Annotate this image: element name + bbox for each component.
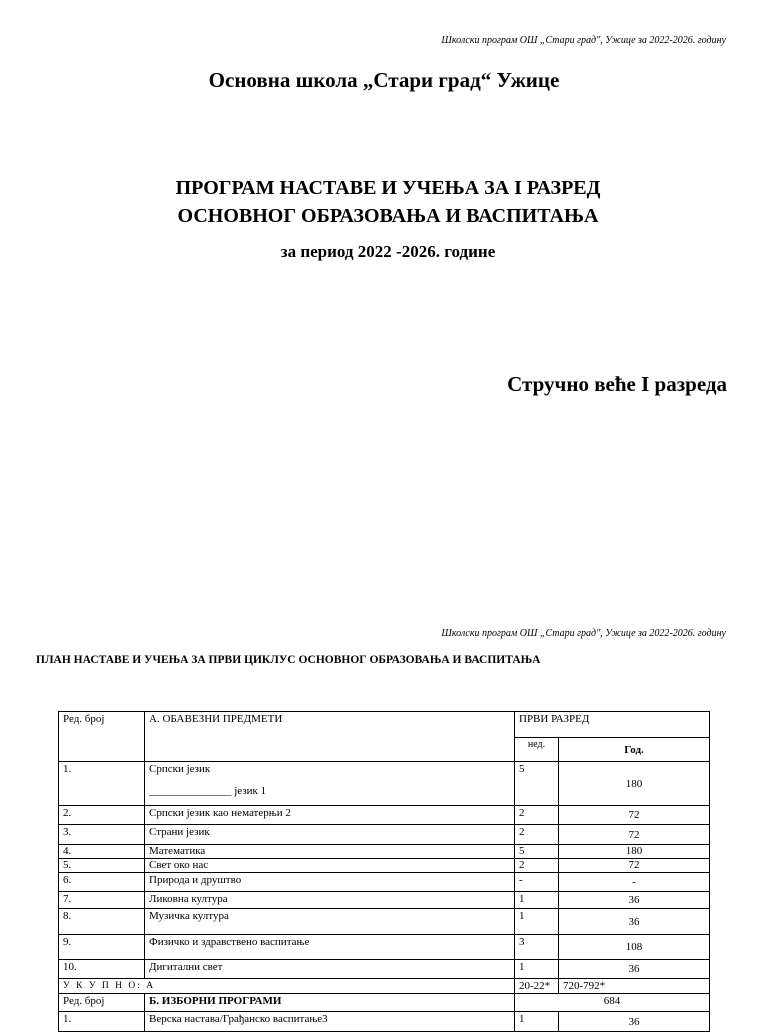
program-title-line1: ПРОГРАМ НАСТАВЕ И УЧЕЊА ЗА I РАЗРЕД — [175, 177, 601, 199]
row-no: 3. — [59, 825, 145, 845]
row-weekly: 1 — [515, 1012, 559, 1032]
row-no: 6. — [59, 873, 145, 892]
table-row — [59, 935, 710, 960]
curriculum-table — [58, 711, 710, 1032]
row-yearly: - — [559, 873, 710, 892]
row-no: 10. — [59, 960, 145, 979]
subject-label: Српски језик — [149, 763, 211, 775]
table-row — [59, 960, 710, 979]
row-no: 2. — [59, 806, 145, 825]
table-row — [59, 892, 710, 909]
subject-label-2: _______________ језик 1 — [149, 785, 267, 797]
table-row — [59, 762, 710, 806]
table-row — [59, 909, 710, 935]
section-b-yearly: 684 — [515, 994, 710, 1012]
running-header-2: Школски програм ОШ „Стари град", Ужице за 2022-2026. годину — [441, 628, 726, 639]
table-row — [59, 825, 710, 845]
row-subject: Ликовна култура — [145, 892, 515, 909]
row-weekly: 1 — [515, 909, 559, 935]
section-b-title: Б. ИЗБОРНИ ПРОГРАМИ — [145, 994, 515, 1012]
table-row — [59, 873, 710, 892]
row-weekly: 5 — [515, 762, 559, 806]
row-yearly: 36 — [559, 909, 710, 935]
total-weekly: 20-22* — [515, 979, 559, 994]
row-weekly: 2 — [515, 825, 559, 845]
row-weekly: - — [515, 873, 559, 892]
running-header: Школски програм ОШ „Стари град", Ужице за 2022-2026. годину — [441, 35, 726, 46]
program-period: за период 2022 -2026. године — [280, 242, 496, 261]
table-header-row — [59, 712, 710, 738]
row-no: 7. — [59, 892, 145, 909]
total-row — [59, 979, 710, 994]
row-yearly: 36 — [559, 1012, 710, 1032]
row-no: 4. — [59, 845, 145, 859]
expert-council: Стручно веће I разреда — [507, 372, 727, 396]
col-header-subjects: А. ОБАВЕЗНИ ПРЕДМЕТИ — [145, 712, 515, 762]
row-no: 1. — [59, 762, 145, 806]
row-weekly: 1 — [515, 892, 559, 909]
row-yearly: 180 — [559, 762, 710, 806]
row-no: 9. — [59, 935, 145, 960]
col-header-weekly: нед. — [515, 738, 559, 762]
row-no: 5. — [59, 859, 145, 873]
row-subject: Свет око нас — [145, 859, 515, 873]
row-subject: Српски језик као нематерњи 2 — [145, 806, 515, 825]
row-yearly: 36 — [559, 892, 710, 909]
table-row — [59, 806, 710, 825]
row-weekly: 5 — [515, 845, 559, 859]
table-row — [59, 845, 710, 859]
school-name: Основна школа „Стари град“ Ужице — [208, 68, 560, 92]
program-title-line2: ОСНОВНОГ ОБРАЗОВАЊА И ВАСПИТАЊА — [177, 205, 599, 227]
section-b-no: Ред. број — [59, 994, 145, 1012]
row-yearly: 180 — [559, 845, 710, 859]
total-label: У К У П Н О: А — [59, 979, 515, 994]
col-header-yearly: Год. — [559, 738, 710, 762]
row-weekly: 2 — [515, 859, 559, 873]
row-weekly: 3 — [515, 935, 559, 960]
row-yearly: 72 — [559, 859, 710, 873]
row-subject: Природа и друштво — [145, 873, 515, 892]
row-no: 8. — [59, 909, 145, 935]
row-subject: Верска настава/Грађанско васпитање3 — [145, 1012, 515, 1032]
col-header-grade: ПРВИ РАЗРЕД — [515, 712, 710, 738]
row-yearly: 36 — [559, 960, 710, 979]
row-subject: Физичко и здравствено васпитање — [145, 935, 515, 960]
table-row — [59, 859, 710, 873]
row-subject: Дигитални свет — [145, 960, 515, 979]
row-subject: Математика — [145, 845, 515, 859]
row-yearly: 108 — [559, 935, 710, 960]
row-weekly: 1 — [515, 960, 559, 979]
row-subject — [145, 762, 515, 806]
row-yearly: 72 — [559, 806, 710, 825]
total-yearly: 720-792* — [559, 979, 710, 994]
col-header-no: Ред. број — [59, 712, 145, 762]
section-b-row — [59, 994, 710, 1012]
plan-title: ПЛАН НАСТАВЕ И УЧЕЊА ЗА ПРВИ ЦИКЛУС ОСНОВНОГ ОБРАЗОВАЊА И ВАСПИТАЊА — [36, 654, 541, 666]
row-weekly: 2 — [515, 806, 559, 825]
row-no: 1. — [59, 1012, 145, 1032]
table-row — [59, 1012, 710, 1032]
row-yearly: 72 — [559, 825, 710, 845]
row-subject: Музичка култура — [145, 909, 515, 935]
row-subject: Страни језик — [145, 825, 515, 845]
